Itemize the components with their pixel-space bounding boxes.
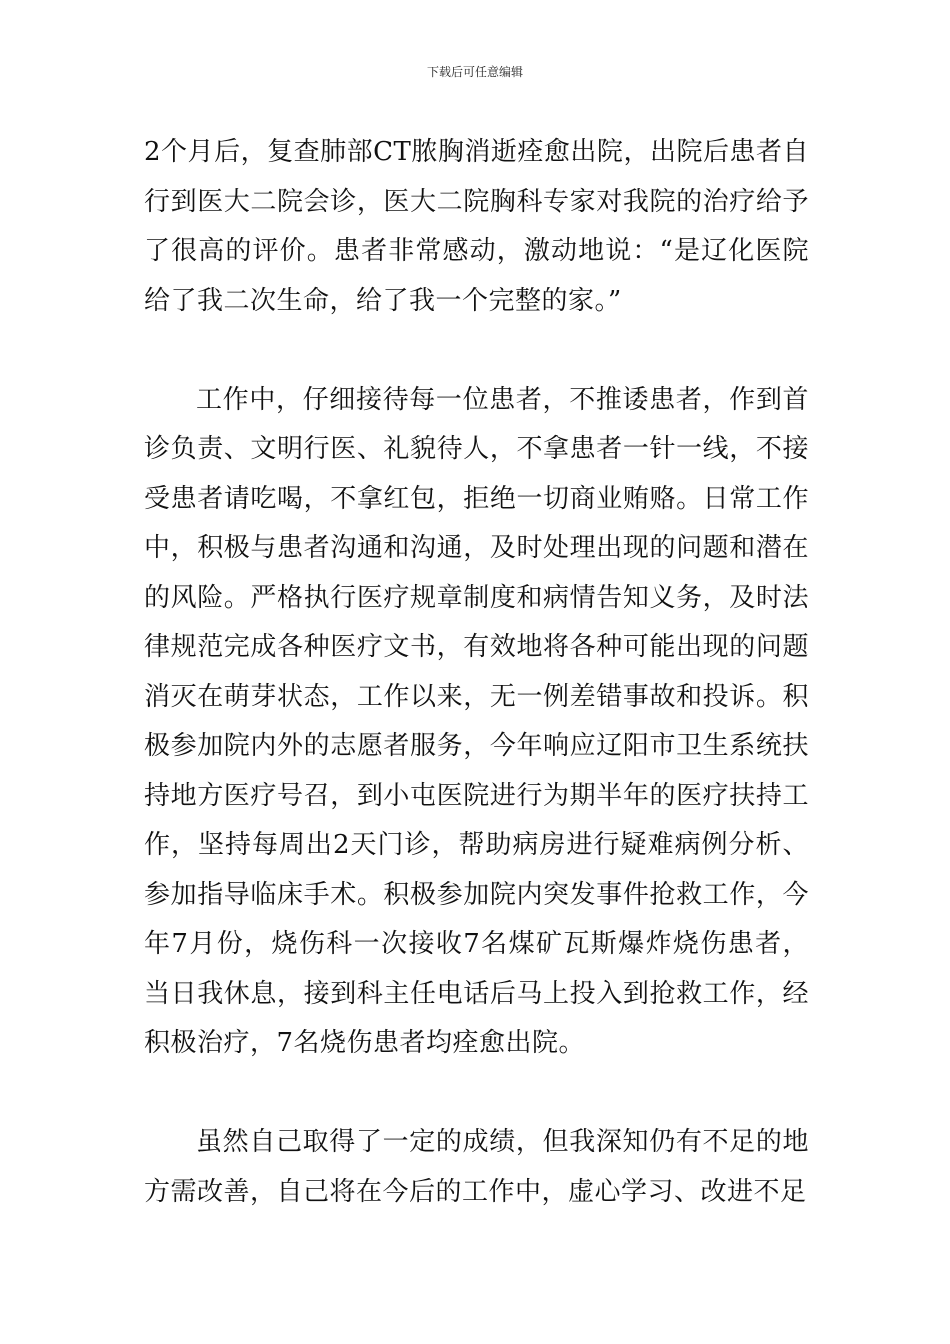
paragraph-gap: [144, 326, 809, 376]
document-body: [144, 128, 809, 1217]
paragraph-gap: [144, 1069, 809, 1119]
paragraph-3: 虽然自己取得了一定的成绩，但我深知仍有不足的地方需改善，自己将在今后的工作中，虚心学习、改进不足: [144, 1127, 809, 1207]
paragraph-1: 2个月后，复查肺部CT脓胸消逝痊愈出院，出院后患者自行到医大二院会诊，医大二院胸科专家对我院的治疗给予了很高的评价。患者非常感动，激动地说：“是辽化医院给了我二次生命，给了我一个完整的家。”: [144, 137, 809, 316]
paragraph-2: 工作中，仔细接待每一位患者，不推诿患者，作到首诊负责、文明行医、礼貌待人，不拿患者一针一线，不接受患者请吃喝，不拿红包，拒绝一切商业贿赂。日常工作中，积极与患者沟通和沟通，及时处理出现的问题和潜在的风险。严格执行医疗规章制度和病情告知义务，及时法律规范完成各种医疗文书，有效地将各种可能出现的问题消灭在萌芽状态，工作以来，无一例差错事故和投诉。积极参加院内外的志愿者服务，今年响应辽阳市卫生系统扶持地方医疗号召，到小屯医院进行为期半年的医疗扶持工作，坚持每周出2天门诊，帮助病房进行疑难病例分析、参加指导临床手术。积极参加院内突发事件抢救工作，今年7月份，烧伤科一次接收7名煤矿瓦斯爆炸烧伤患者，当日我休息，接到科主任电话后马上投入到抢救工作，经积极治疗，7名烧伤患者均痊愈出院。: [144, 384, 809, 1058]
page-header-note: 下载后可任意编辑: [426, 65, 523, 79]
